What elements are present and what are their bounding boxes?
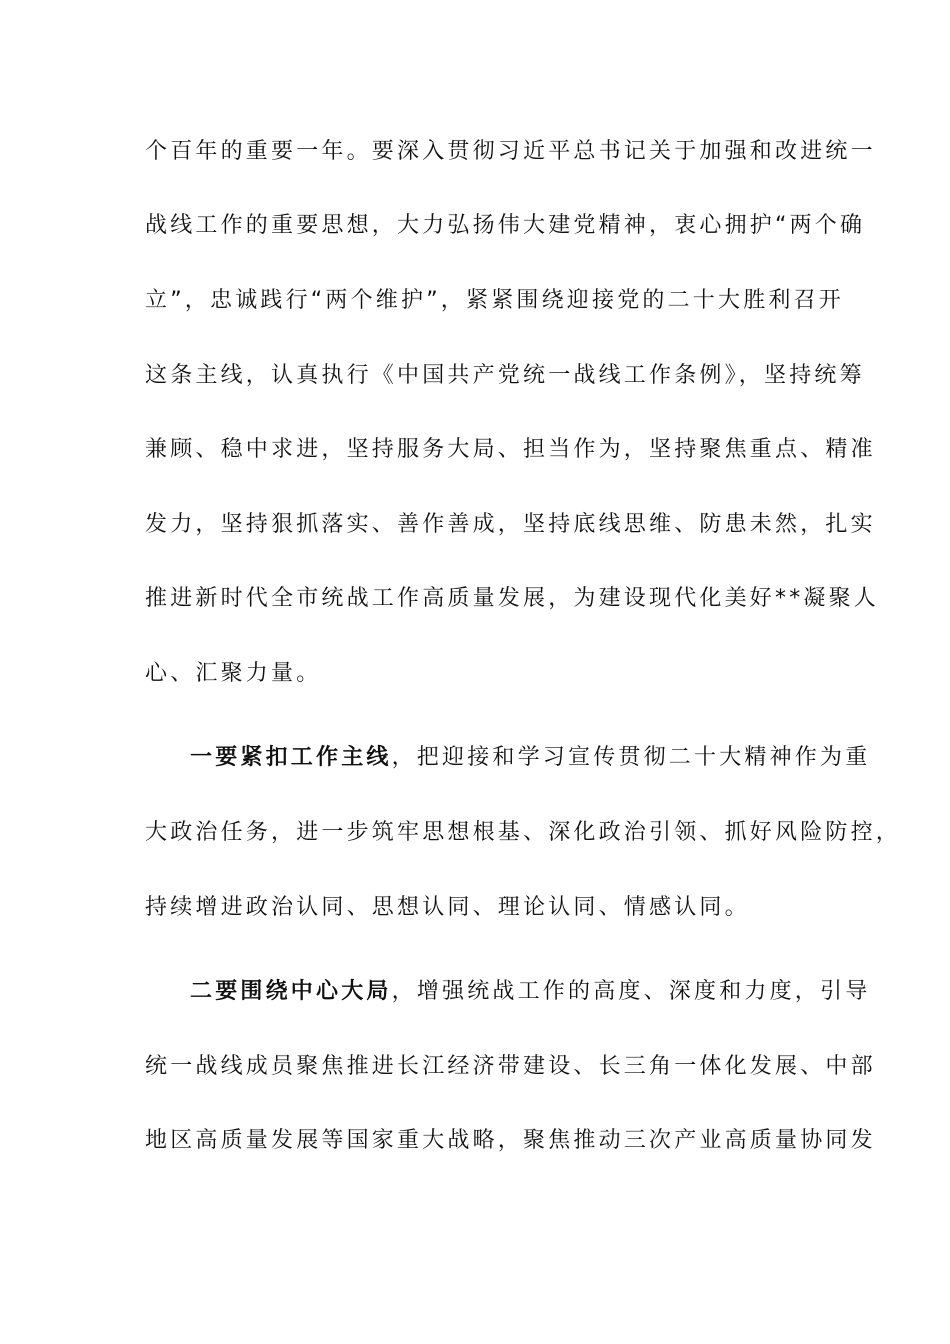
- paragraph-line: 大政治任务，进一步筑牢思想根基、深化政治引领、抓好风险防控，: [145, 820, 902, 845]
- section-1-first-rest: ，把迎接和学习宣传贯彻二十大精神作为重: [391, 745, 871, 770]
- section-2-first-rest: ，增强统战工作的高度、深度和力度，引导: [391, 979, 871, 1004]
- paragraph-line: 个百年的重要一年。要深入贯彻习近平总书记关于加强和改进统一: [145, 139, 876, 164]
- section-2-first-line: [190, 977, 871, 1007]
- paragraph-line: 兼顾、稳中求进，坚持服务大局、担当作为，坚持聚焦重点、精准: [145, 437, 876, 462]
- paragraph-line: 这条主线，认真执行《中国共产党统一战线工作条例》，坚持统筹: [145, 363, 865, 388]
- section-1-heading: 一要紧扣工作主线: [190, 745, 392, 770]
- paragraph-line: 发力，坚持狠抓落实、善作善成，坚持底线思维、防患未然，扎实: [145, 512, 876, 537]
- section-2-heading: 二要围绕中心大局: [190, 979, 392, 1004]
- paragraph-line: 推进新时代全市统战工作高质量发展，为建设现代化美好**凝聚人: [145, 586, 880, 611]
- paragraph-line: 立”，忠诚践行“两个维护”，紧紧围绕迎接党的二十大胜利召开: [145, 288, 844, 313]
- paragraph-line: 战线工作的重要思想，大力弘扬伟大建党精神，衷心拥护“两个确: [145, 213, 866, 238]
- paragraph-line: 地区高质量发展等国家重大战略，聚焦推动三次产业高质量协同发: [145, 1128, 876, 1153]
- paragraph-line: 持续增进政治认同、思想认同、理论认同、情感认同。: [145, 895, 750, 920]
- paragraph-line: 心、汇聚力量。: [145, 661, 322, 686]
- section-1-first-line: [190, 743, 871, 773]
- paragraph-line: 统一战线成员聚焦推进长江经济带建设、长三角一体化发展、中部: [145, 1054, 876, 1079]
